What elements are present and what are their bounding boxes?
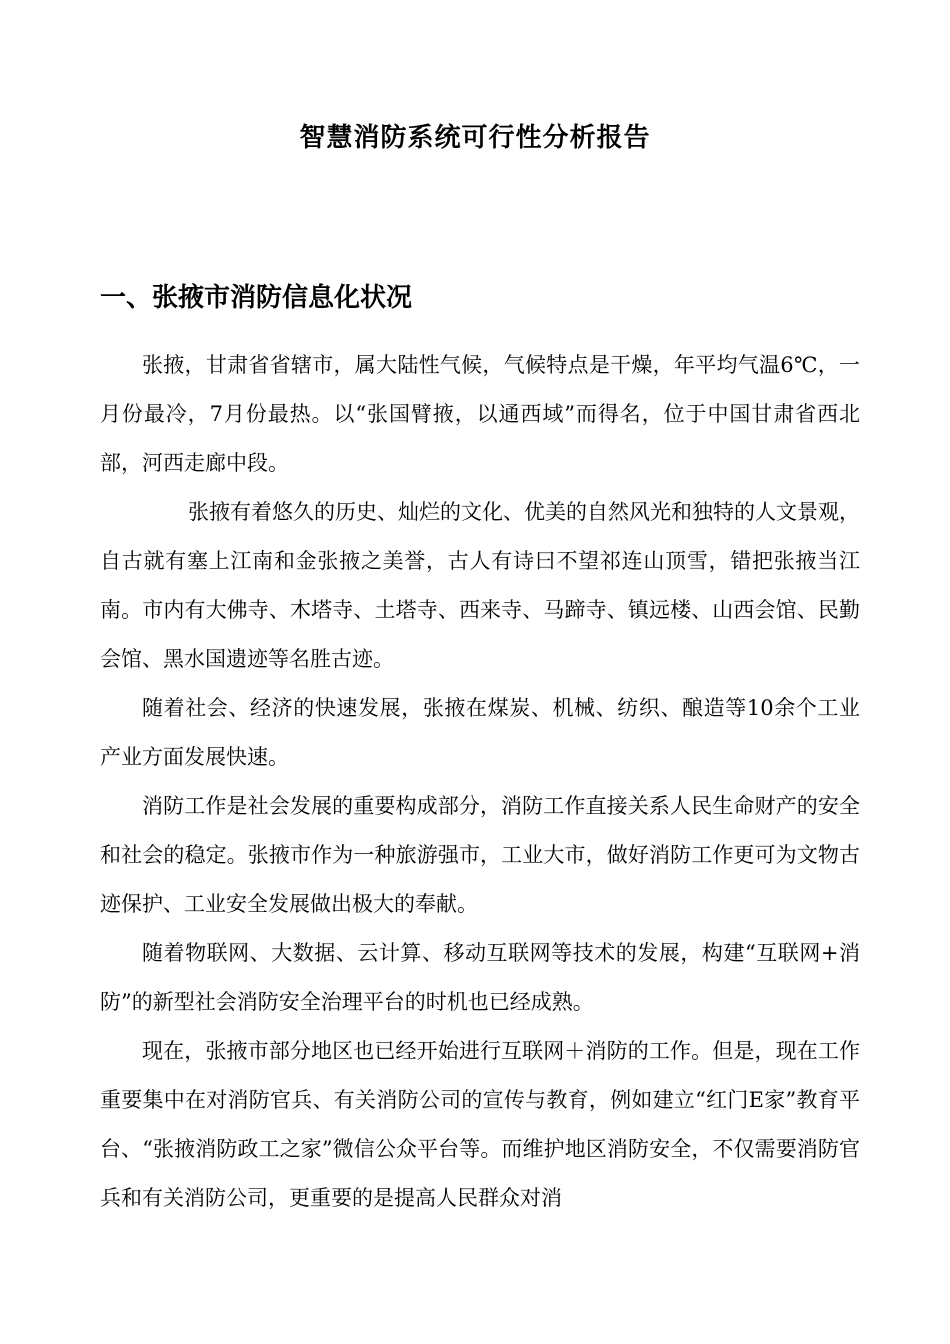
section-body [100, 341, 860, 1223]
paragraph-current-status: 现在，张掖市部分地区也已经开始进行互联网＋消防的工作。但是，现在工作重要集中在对消防官兵、有关消防公司的宣传与教育，例如建立“红门E家”教育平台、“张掖消防政工之家”微信公众平台等。而维护地区消防安全，不仅需要消防官兵和有关消防公司，更重要的是提高人民群众对消 [100, 1039, 860, 1210]
paragraph-technology: 随着物联网、大数据、云计算、移动互联网等技术的发展，构建“互联网+消防”的新型社会消防安全治理平台的时机也已经成熟。 [100, 941, 860, 1014]
paragraph-fire-work: 消防工作是社会发展的重要构成部分，消防工作直接关系人民生命财产的安全和社会的稳定。张掖市作为一种旅游强市，工业大市，做好消防工作更可为文物古迹保护、工业安全发展做出极大的奉献。 [100, 794, 860, 916]
paragraph-climate: 张掖，甘肃省省辖市，属大陆性气候，气候特点是干燥，年平均气温6℃，一月份最冷，7月份最热。以“张国臂掖，以通西域”而得名，位于中国甘肃省西北部，河西走廊中段。 [100, 353, 860, 475]
paragraph-history: 张掖有着悠久的历史、灿烂的文化、优美的自然风光和独特的人文景观，自古就有塞上江南和金张掖之美誉，古人有诗曰不望祁连山顶雪，错把张掖当江南。市内有大佛寺、木塔寺、土塔寺、西来寺、马蹄寺、镇远楼、山西会馆、民勤会馆、黑水国遗迹等名胜古迹。 [100, 500, 860, 671]
paragraph-industry: 随着社会、经济的快速发展，张掖在煤炭、机械、纺织、酿造等10余个工业产业方面发展快速。 [100, 696, 860, 769]
section-heading: 一、张掖市消防信息化状况 [100, 283, 413, 313]
document-title: 智慧消防系统可行性分析报告 [299, 123, 651, 153]
